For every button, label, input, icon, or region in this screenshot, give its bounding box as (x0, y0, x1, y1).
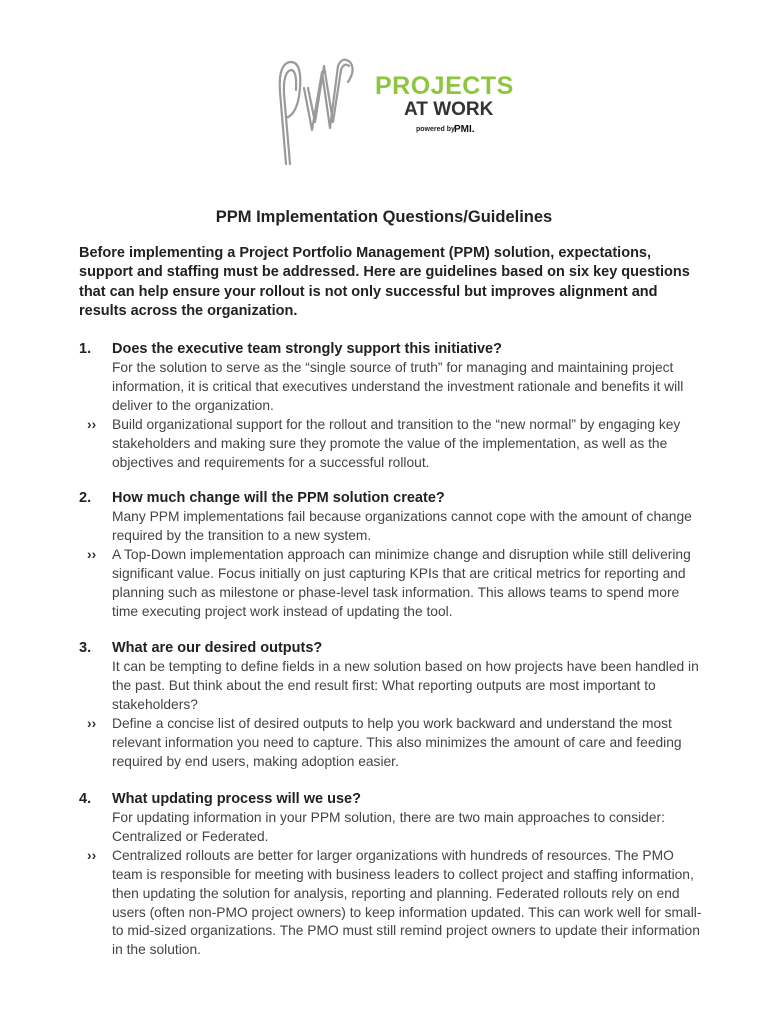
question-heading: What are our desired outputs? (112, 640, 323, 656)
question-section-2 (79, 488, 699, 621)
question-number: 2. (79, 490, 92, 506)
page-title: PPM Implementation Questions/Guidelines (215, 208, 553, 226)
guideline-bullet (79, 715, 699, 772)
question-number: 4. (79, 791, 92, 807)
guideline-bullet (79, 847, 702, 960)
guideline-text: A Top-Down implementation approach can minimize change and disruption while still delivering significant value. Focus initially on just capturing KPIs that are critical metrics for reporting and planning such as milestone or phase-level task information. This allows teams to spend more time executing project work instead of updating the tool. (112, 546, 691, 619)
bullet-chevron-icon: ›› (87, 546, 97, 562)
question-number: 1. (79, 341, 92, 357)
intro-paragraph: Before implementing a Project Portfolio Management (PPM) solution, expectations, support and staffing must be addressed. Here are guidelines based on six key questions that can help ensure your rollout is not only successful but improves alignment and results across the organization. (79, 245, 690, 319)
powered-by-text: powered by (416, 126, 455, 133)
projects-at-work-logo (272, 52, 514, 170)
guideline-text: Define a concise list of desired outputs to help you work backward and understand the most relevant information you need to capture. This also minimizes the amount of care and feeding required by end users, making adoption easier. (112, 715, 682, 769)
question-heading: What updating process will we use? (112, 791, 361, 807)
brand-projects: PROJECTS (375, 72, 514, 100)
question-number: 3. (79, 640, 92, 656)
brand-at-work: AT WORK (404, 99, 494, 120)
question-body: It can be tempting to define fields in a new solution based on how projects have been handled in the past. But think about the end result first: What reporting outputs are most important to stakeholders? (112, 659, 699, 712)
question-section-3 (79, 638, 699, 771)
question-heading: Does the executive team strongly support this initiative? (112, 341, 502, 357)
guideline-bullet (79, 416, 699, 473)
question-heading: How much change will the PPM solution create? (112, 490, 445, 506)
bullet-chevron-icon: ›› (87, 847, 97, 863)
question-body: For updating information in your PPM solution, there are two main approaches to consider: Centralized or Federated. (112, 810, 665, 844)
guideline-text: Build organizational support for the rollout and transition to the “new normal” by engaging key stakeholders and making sure they promote the value of the implementation, as well as the objectives and requirements for a successful rollout. (112, 416, 681, 470)
question-body: For the solution to serve as the “single source of truth” for managing and maintaining project information, it is critical that executives understand the investment rationale and benefits it will deliver to the organization. (112, 360, 684, 413)
question-section-1 (79, 339, 699, 472)
question-body: Many PPM implementations fail because organizations cannot cope with the amount of change required by the transition to a new system. (112, 509, 692, 543)
paperclip-pw-icon (272, 52, 372, 170)
question-section-4 (79, 789, 702, 960)
pmi-logo: PMI. (454, 124, 475, 135)
bullet-chevron-icon: ›› (87, 416, 97, 432)
bullet-chevron-icon: ›› (87, 715, 97, 731)
guideline-text: Centralized rollouts are better for larger organizations with hundreds of resources. The PMO team is responsible for meeting with business leaders to collect project and staffing information, then updating the solution for analysis, reporting and planning. Federated rollouts rely on end users (often non-PMO project owners) to keep information updated. This can work well for small- to mid-sized organizations. The PMO must still remind project owners to update their information in the solution. (112, 847, 702, 958)
guideline-bullet (79, 546, 699, 622)
